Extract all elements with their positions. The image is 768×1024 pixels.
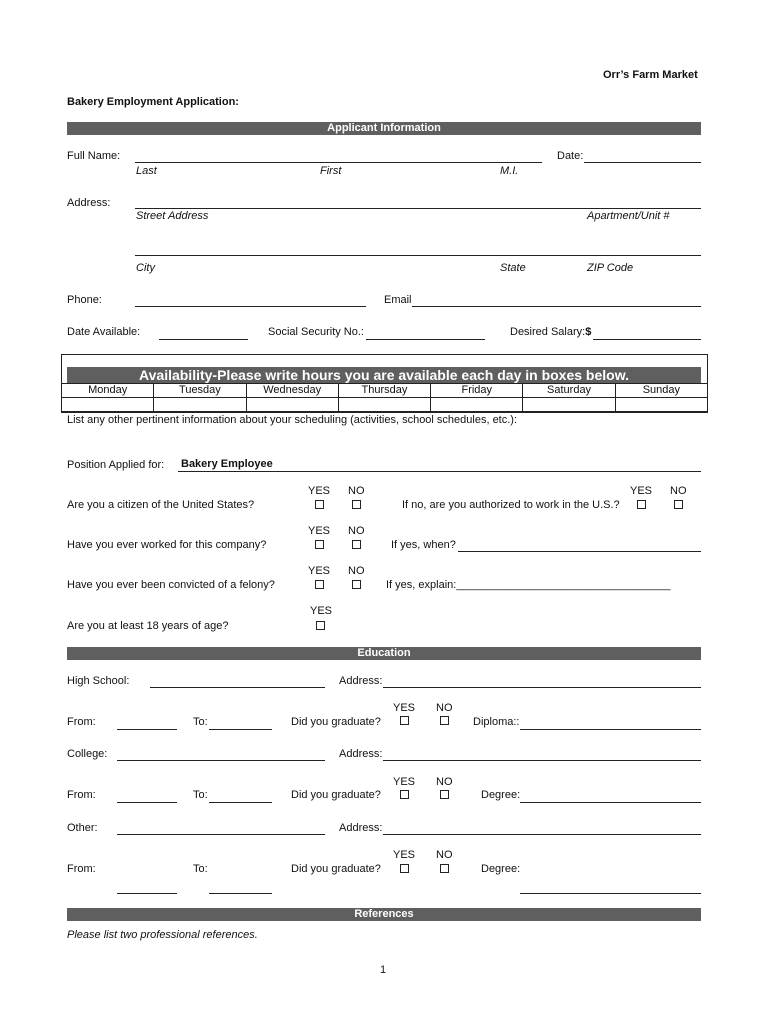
yes-label: YES — [308, 525, 331, 537]
city-caption: City — [136, 262, 155, 274]
authorized-no-checkbox[interactable] — [674, 500, 683, 509]
worked-when-field[interactable] — [458, 551, 701, 552]
state-caption: State — [500, 262, 526, 274]
college-field[interactable] — [117, 760, 325, 761]
no-label: NO — [436, 702, 453, 714]
day-tuesday: Tuesday — [154, 384, 246, 398]
full-name-label: Full Name: — [67, 150, 121, 162]
date-label: Date: — [557, 150, 584, 162]
section-applicant-information: Applicant Information — [67, 122, 701, 135]
hs-to-label: To: — [193, 716, 208, 728]
no-label: NO — [436, 776, 453, 788]
availability-header: Availability-Please write hours you are available each day in boxes below. — [67, 367, 701, 383]
zip-caption: ZIP Code — [587, 262, 634, 274]
day-friday: Friday — [431, 384, 523, 398]
other-to-field[interactable] — [209, 893, 272, 894]
date-field[interactable] — [584, 162, 701, 163]
form-title: Bakery Employment Application: — [67, 96, 239, 108]
age-yes-checkbox[interactable] — [316, 621, 325, 630]
last-name-caption: Last — [136, 165, 157, 177]
worked-yes-checkbox[interactable] — [315, 540, 324, 549]
other-graduate-question: Did you graduate? — [291, 863, 381, 875]
college-degree-label: Degree: — [481, 789, 521, 801]
no-label: NO — [670, 485, 687, 497]
college-to-field[interactable] — [209, 802, 272, 803]
other-degree-label: Degree: — [481, 863, 521, 875]
no-label: NO — [436, 849, 453, 861]
high-school-field[interactable] — [150, 687, 325, 688]
diploma-label: Diploma:: — [473, 716, 520, 728]
day-saturday: Saturday — [523, 384, 615, 398]
references-note: Please list two professional references. — [67, 929, 258, 941]
college-from-label: From: — [67, 789, 96, 801]
college-address-field[interactable] — [383, 760, 701, 761]
position-value: Bakery Employee — [181, 458, 273, 470]
other-from-field[interactable] — [117, 893, 177, 894]
high-school-address-label: Address: — [339, 675, 383, 687]
worked-no-checkbox[interactable] — [352, 540, 361, 549]
position-label: Position Applied for: — [67, 459, 165, 471]
city-state-zip-field[interactable] — [135, 255, 701, 256]
hours-wednesday[interactable] — [246, 398, 338, 413]
no-label: NO — [348, 525, 365, 537]
scheduling-note: List any other pertinent information about your scheduling (activities, school schedules, etc.): — [67, 414, 518, 426]
hs-graduate-no-checkbox[interactable] — [440, 716, 449, 725]
felony-question: Have you ever been convicted of a felony? — [67, 579, 275, 591]
day-wednesday: Wednesday — [246, 384, 338, 398]
day-monday: Monday — [62, 384, 154, 398]
hs-from-label: From: — [67, 716, 96, 728]
age-question: Are you at least 18 years of age? — [67, 620, 229, 632]
other-field[interactable] — [117, 834, 325, 835]
first-name-caption: First — [320, 165, 342, 177]
hs-to-field[interactable] — [209, 729, 272, 730]
phone-label: Phone: — [67, 294, 102, 306]
college-graduate-yes-checkbox[interactable] — [400, 790, 409, 799]
other-graduate-no-checkbox[interactable] — [440, 864, 449, 873]
email-label: Email — [384, 294, 412, 306]
college-degree-field[interactable] — [520, 802, 701, 803]
phone-field[interactable] — [135, 306, 366, 307]
apartment-caption: Apartment/Unit # — [587, 210, 670, 222]
worked-when-label: If yes, when? — [391, 539, 456, 551]
other-address-label: Address: — [339, 822, 383, 834]
hs-graduate-question: Did you graduate? — [291, 716, 381, 728]
yes-label: YES — [393, 702, 416, 714]
worked-question: Have you ever worked for this company? — [67, 539, 267, 551]
high-school-label: High School: — [67, 675, 130, 687]
availability-hours-row — [62, 398, 708, 413]
yes-label: YES — [310, 605, 333, 617]
hs-graduate-yes-checkbox[interactable] — [400, 716, 409, 725]
felony-yes-checkbox[interactable] — [315, 580, 324, 589]
dollar-sign: $ — [585, 326, 592, 338]
college-to-label: To: — [193, 789, 208, 801]
hours-friday[interactable] — [431, 398, 523, 413]
citizen-yes-checkbox[interactable] — [315, 500, 324, 509]
felony-no-checkbox[interactable] — [352, 580, 361, 589]
address-label: Address: — [67, 197, 111, 209]
desired-salary-label — [510, 326, 591, 338]
college-graduate-question: Did you graduate? — [291, 789, 381, 801]
position-field[interactable] — [178, 471, 701, 472]
high-school-address-field[interactable] — [383, 687, 701, 688]
street-address-caption: Street Address — [136, 210, 209, 222]
hours-sunday[interactable] — [615, 398, 707, 413]
ssn-field[interactable] — [366, 339, 485, 340]
citizen-no-checkbox[interactable] — [352, 500, 361, 509]
hours-saturday[interactable] — [523, 398, 615, 413]
yes-label: YES — [630, 485, 653, 497]
hours-tuesday[interactable] — [154, 398, 246, 413]
day-thursday: Thursday — [338, 384, 430, 398]
college-graduate-no-checkbox[interactable] — [440, 790, 449, 799]
hours-monday[interactable] — [62, 398, 154, 413]
street-address-field[interactable] — [135, 208, 701, 209]
yes-label: YES — [393, 776, 416, 788]
ssn-label: Social Security No.: — [268, 326, 364, 338]
full-name-field[interactable] — [135, 162, 542, 163]
authorized-question: If no, are you authorized to work in the U.S.? — [402, 499, 620, 511]
other-address-field[interactable] — [383, 834, 701, 835]
section-education: Education — [67, 647, 701, 660]
desired-salary-text: Desired Salary: — [510, 326, 586, 338]
other-from-label: From: — [67, 863, 96, 875]
yes-label: YES — [308, 565, 331, 577]
desired-salary-field[interactable] — [593, 339, 701, 340]
middle-initial-caption: M.I. — [500, 165, 519, 177]
yes-label: YES — [308, 485, 331, 497]
other-graduate-yes-checkbox[interactable] — [400, 864, 409, 873]
day-sunday: Sunday — [615, 384, 707, 398]
page-number: 1 — [380, 964, 387, 976]
hours-thursday[interactable] — [338, 398, 430, 413]
no-label: NO — [348, 485, 365, 497]
college-from-field[interactable] — [117, 802, 177, 803]
college-label: College: — [67, 748, 108, 760]
other-to-label: To: — [193, 863, 208, 875]
availability-table — [61, 383, 708, 413]
college-address-label: Address: — [339, 748, 383, 760]
date-available-label: Date Available: — [67, 326, 141, 338]
felony-explain-field[interactable]: If yes, explain:___________________________________ — [386, 579, 671, 591]
date-available-field[interactable] — [159, 339, 248, 340]
email-field[interactable] — [412, 306, 701, 307]
authorized-yes-checkbox[interactable] — [637, 500, 646, 509]
hs-from-field[interactable] — [117, 729, 177, 730]
company-name: Orr’s Farm Market — [603, 69, 698, 81]
availability-days-row — [62, 384, 708, 398]
diploma-field[interactable] — [520, 729, 701, 730]
citizen-question: Are you a citizen of the United States? — [67, 499, 255, 511]
yes-label: YES — [393, 849, 416, 861]
other-degree-field[interactable] — [520, 893, 701, 894]
no-label: NO — [348, 565, 365, 577]
other-label: Other: — [67, 822, 98, 834]
section-references: References — [67, 908, 701, 921]
